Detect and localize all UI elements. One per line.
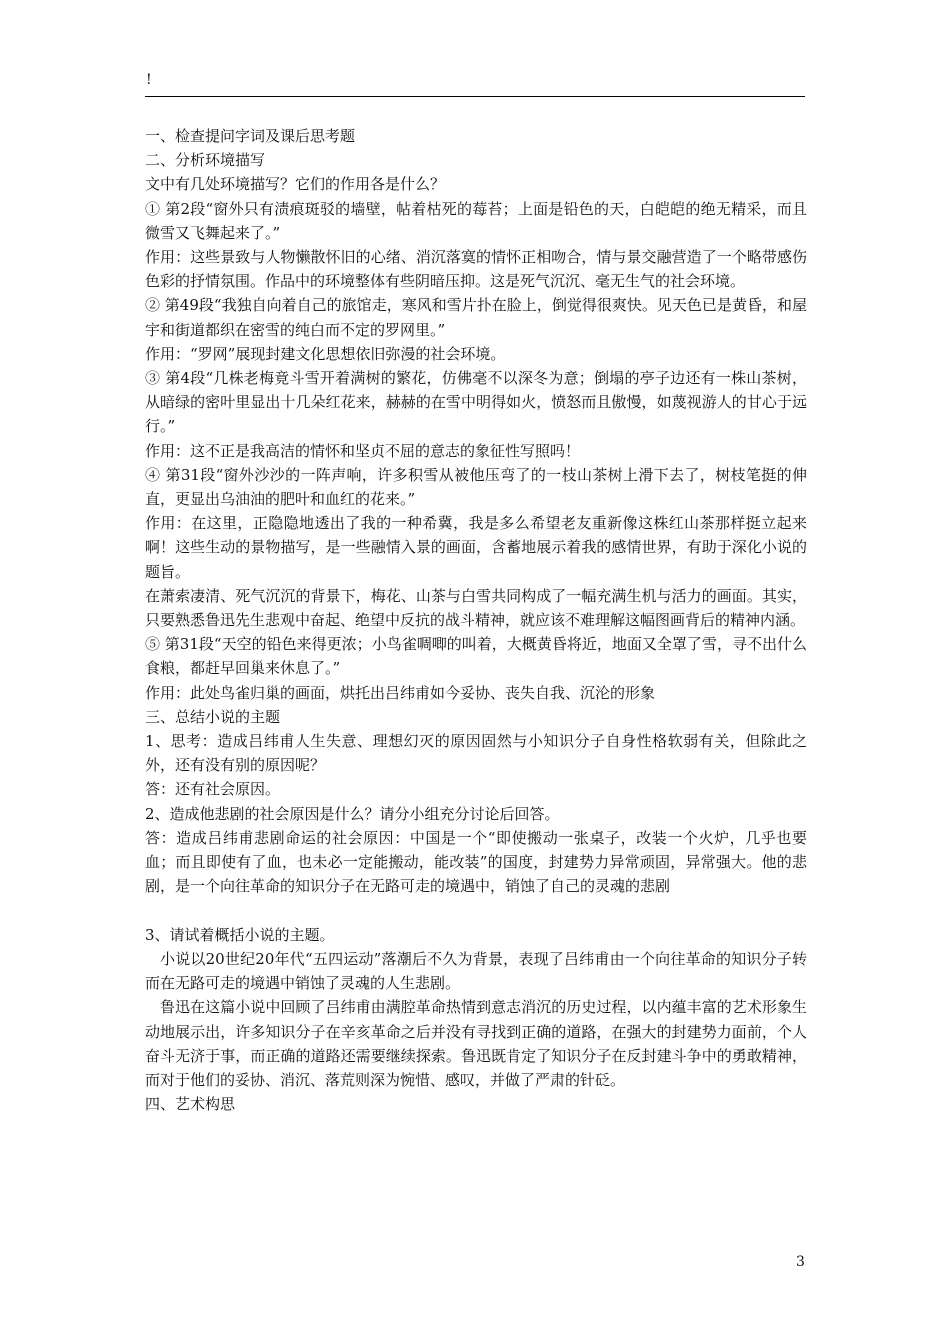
analysis-paragraph: 作用：这不正是我高洁的情怀和坚贞不屈的意志的象征性写照吗！	[145, 441, 581, 460]
body-paragraph: 在萧索凄清、死气沉沉的背景下，梅花、山茶与白雪共同构成了一幅充满生机与活力的画面。其实，只要熟悉鲁迅先生悲观中奋起、绝望中反抗的战斗精神，就应该不难理解这幅图画背后的精神内涵。	[145, 586, 807, 630]
section-heading: 二、分析环境描写	[145, 151, 266, 170]
quote-paragraph: ⑤ 第31段“天空的铅色来得更浓；小鸟雀啁唧的叫着，大概黄昏将近，地面又全罩了雪，寻不出什么食粮，都赶早回巢来休息了。”	[145, 635, 807, 678]
answer: 答：造成吕纬甫悲剧命运的社会原因：中国是一个“即使搬动一张桌子，改装一个火炉，几乎也要血；而且即使有了血，也未必一定能搬动，能改装”的国度，封建势力异常顽固，异常强大。他的悲剧，是一个向往革命的知识分子在无路可走的境遇中，销蚀了自己的灵魂的悲剧	[145, 828, 807, 896]
answer: 答：还有社会原因。	[145, 780, 281, 799]
body-paragraph: 鲁迅在这篇小说中回顾了吕纬甫由满腔革命热情到意志消沉的历史过程，以内蕴丰富的艺术形象生动地展示出，许多知识分子在辛亥革命之后并没有寻找到正确的道路，在强大的封建势力面前，个人奋斗无济于事，而正确的道路还需要继续探索。鲁迅既肯定了知识分子在反封建斗争中的勇敢精神，而对于他们的妥协、消沉、落荒则深为惋惜、感叹，并做了严肃的针砭。	[145, 998, 807, 1089]
blank-line	[145, 899, 807, 923]
analysis-paragraph: 作用：这些景致与人物懒散怀旧的心绪、消沉落寞的情怀正相吻合，情与景交融营造了一个略带感伤色彩的抒情氛围。作品中的环境整体有些阴暗压抑。这是死气沉沉、毫无生气的社会环境。	[145, 248, 807, 291]
quote-paragraph: ② 第49段“我独自向着自己的旅馆走，寒风和雪片扑在脸上，倒觉得很爽快。见天色已是黄昏，和屋宇和街道都织在密雪的纯白而不定的罗网里。”	[145, 296, 807, 339]
header-rule	[145, 96, 805, 97]
body-paragraph: 小说以20世纪20年代“五四运动”落潮后不久为背景，表现了吕纬甫由一个向往革命的知识分子转而在无路可走的境遇中销蚀了灵魂的人生悲剧。	[145, 949, 807, 993]
section-heading: 三、总结小说的主题	[145, 707, 281, 726]
question: 3、请试着概括小说的主题。	[145, 925, 335, 944]
section-heading: 四、艺术构思	[145, 1095, 236, 1114]
analysis-paragraph: 作用：此处鸟雀归巢的画面，烘托出吕纬甫如今妥协、丧失自我、沉沦的形象	[145, 683, 656, 702]
quote-paragraph: ③ 第4段“几株老梅竟斗雪开着满树的繁花，仿佛毫不以深冬为意；倒塌的亭子边还有一株山茶树，从暗绿的密叶里显出十几朵红花来，赫赫的在雪中明得如火，愤怒而且傲慢，如蔑视游人的甘心于远行。”	[145, 369, 807, 436]
question: 2、造成他悲剧的社会原因是什么？请分小组充分讨论后回答。	[145, 804, 560, 823]
page-number: 3	[796, 1254, 805, 1270]
analysis-paragraph: 作用：在这里，正隐隐地透出了我的一种希冀，我是多么希望老友重新像这株红山茶那样挺立起来啊！这些生动的景物描写，是一些融情入景的画面，含蓄地展示着我的感情世界，有助于深化小说的题旨。	[145, 514, 807, 581]
question: 文中有几处环境描写？它们的作用各是什么？	[145, 175, 446, 194]
section-heading: 一、检查提问字词及课后思考题	[145, 127, 356, 145]
analysis-paragraph: 作用：“罗网”展现封建文化思想依旧弥漫的社会环境。	[145, 344, 506, 363]
quote-paragraph: ① 第2段“窗外只有渍痕斑驳的墙壁，帖着枯死的莓苔；上面是铅色的天，白皑皑的绝无精采，而且微雪又飞舞起来了。”	[145, 199, 807, 242]
quote-paragraph: ④ 第31段“窗外沙沙的一阵声响，许多积雪从被他压弯了的一枝山茶树上滑下去了，树枝笔挺的伸直，更显出乌油油的肥叶和血红的花来。”	[145, 465, 807, 509]
document-body	[145, 124, 807, 1116]
question: 1、思考：造成吕纬甫人生失意、理想幻灭的原因固然与小知识分子自身性格软弱有关，但除此之外，还有没有别的原因呢？	[145, 732, 807, 775]
header-mark: !	[146, 72, 152, 88]
